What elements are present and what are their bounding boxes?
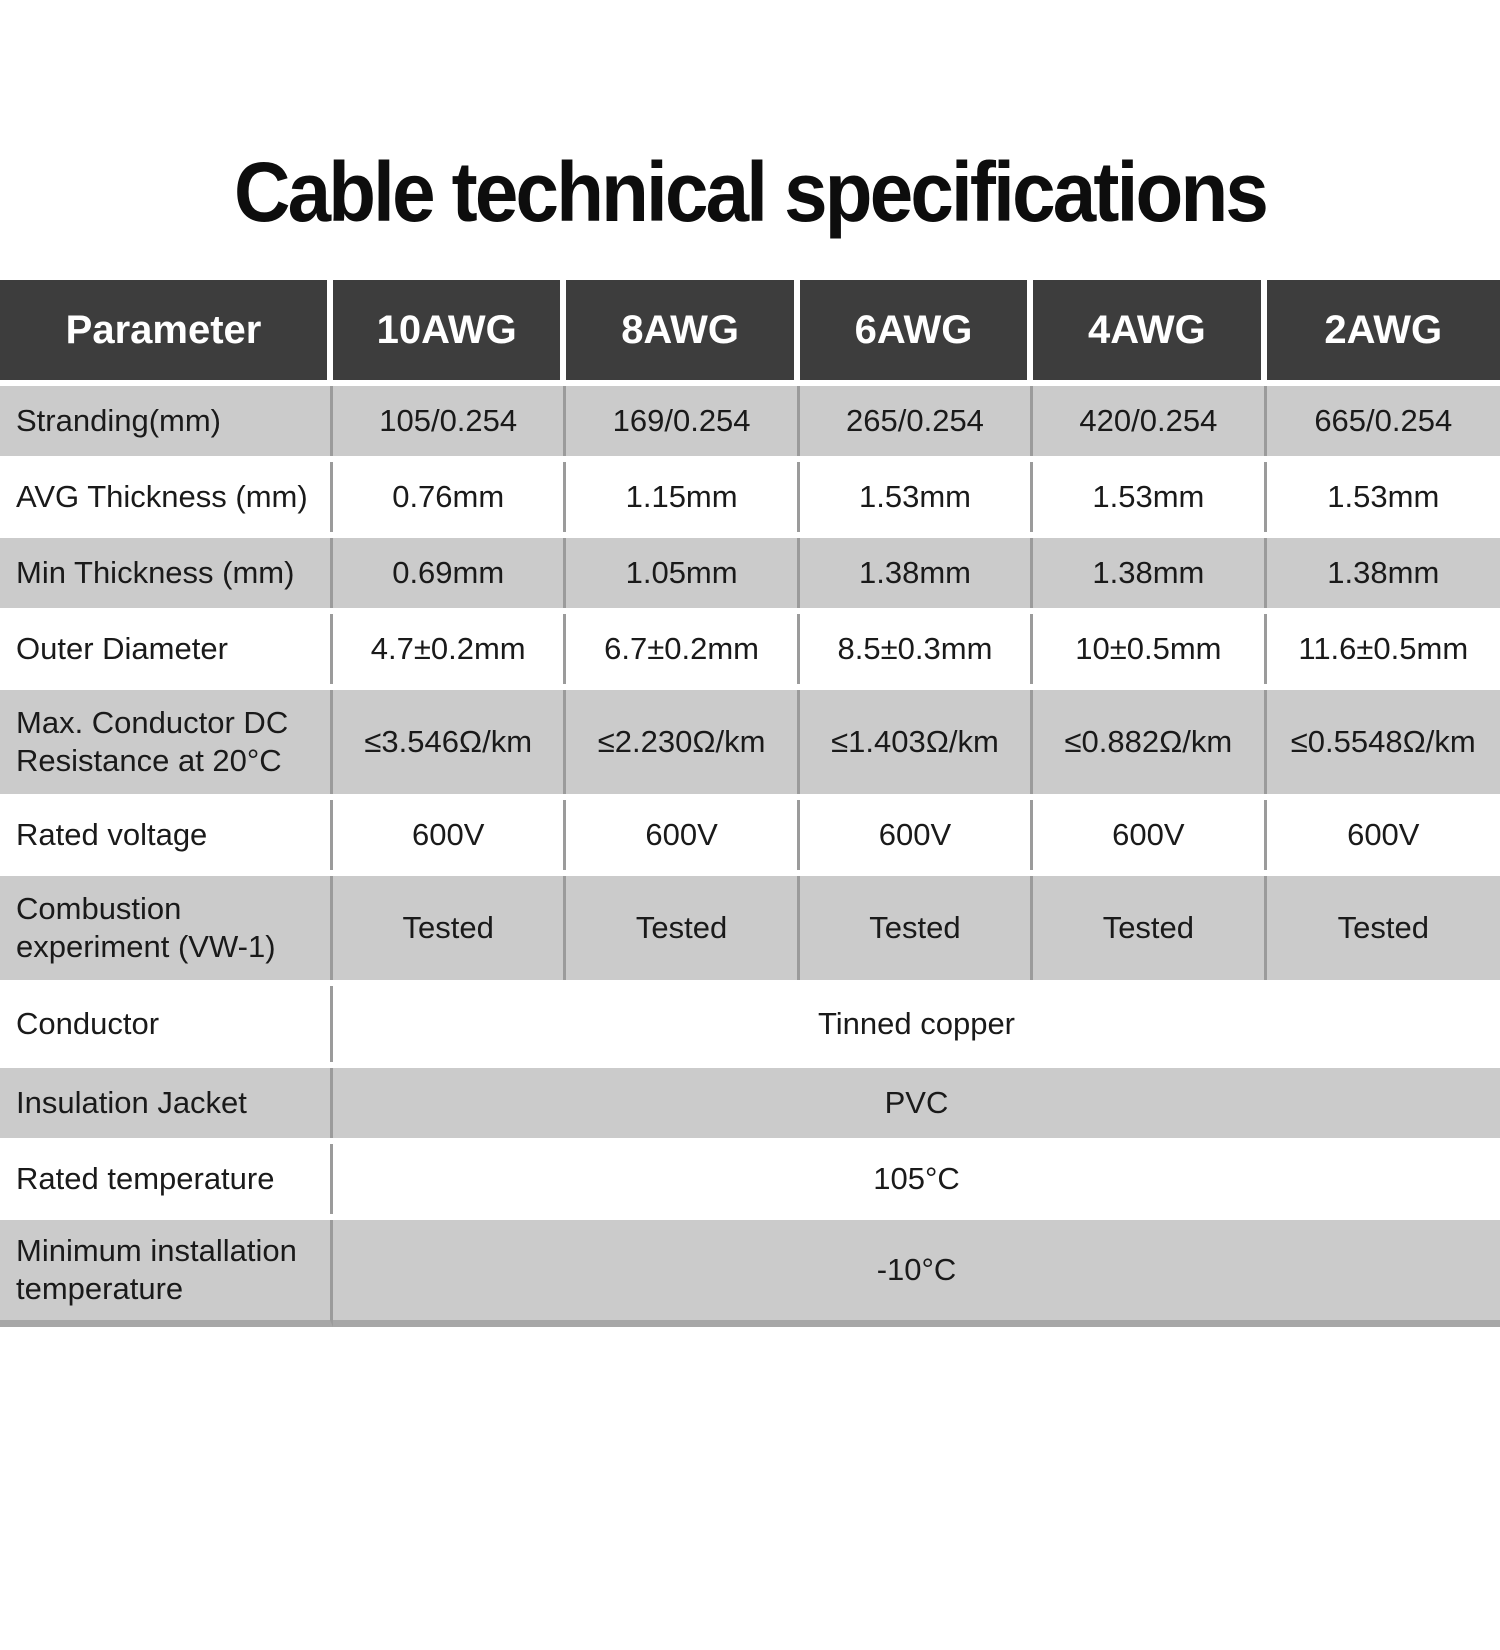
cell-value: 1.05mm bbox=[566, 538, 799, 608]
cell-value: 0.69mm bbox=[333, 538, 566, 608]
cell-value: 1.38mm bbox=[1033, 538, 1266, 608]
table-row-dc-resistance bbox=[0, 690, 1500, 794]
cell-value: ≤0.5548Ω/km bbox=[1267, 690, 1500, 794]
cell-value: Tested bbox=[1267, 876, 1500, 980]
table-row-insulation-jacket bbox=[0, 1068, 1500, 1138]
cell-value: 600V bbox=[1033, 800, 1266, 870]
spec-table bbox=[0, 274, 1500, 1333]
row-label: AVG Thickness (mm) bbox=[0, 462, 333, 532]
table-row-min-install-temperature bbox=[0, 1220, 1500, 1327]
cell-value: 169/0.254 bbox=[566, 386, 799, 456]
cell-span-value: Tinned copper bbox=[333, 986, 1500, 1062]
row-label: Stranding(mm) bbox=[0, 386, 333, 456]
cell-value: Tested bbox=[1033, 876, 1266, 980]
row-label: Outer Diameter bbox=[0, 614, 333, 684]
cell-value: 665/0.254 bbox=[1267, 386, 1500, 456]
row-label: Rated temperature bbox=[0, 1144, 333, 1214]
cell-value: 6.7±0.2mm bbox=[566, 614, 799, 684]
table-row-avg-thickness bbox=[0, 462, 1500, 532]
cell-value: 4.7±0.2mm bbox=[333, 614, 566, 684]
table-row-outer-diameter bbox=[0, 614, 1500, 684]
cell-value: Tested bbox=[566, 876, 799, 980]
header-row bbox=[0, 280, 1500, 380]
header-cell-8awg: 8AWG bbox=[566, 280, 799, 380]
cell-value: 0.76mm bbox=[333, 462, 566, 532]
cell-value: 600V bbox=[800, 800, 1033, 870]
table-row-min-thickness bbox=[0, 538, 1500, 608]
cell-value: 600V bbox=[566, 800, 799, 870]
cell-value: 1.38mm bbox=[1267, 538, 1500, 608]
cell-value: 10±0.5mm bbox=[1033, 614, 1266, 684]
cell-value: Tested bbox=[333, 876, 566, 980]
header-cell-10awg: 10AWG bbox=[333, 280, 566, 380]
cell-value: ≤0.882Ω/km bbox=[1033, 690, 1266, 794]
cell-value: 8.5±0.3mm bbox=[800, 614, 1033, 684]
row-label: Insulation Jacket bbox=[0, 1068, 333, 1138]
header-cell-4awg: 4AWG bbox=[1033, 280, 1266, 380]
cell-value: Tested bbox=[800, 876, 1033, 980]
header-cell-2awg: 2AWG bbox=[1267, 280, 1500, 380]
cell-value: 265/0.254 bbox=[800, 386, 1033, 456]
cell-value: 1.53mm bbox=[1033, 462, 1266, 532]
cell-span-value: -10°C bbox=[333, 1220, 1500, 1327]
cell-value: 1.53mm bbox=[800, 462, 1033, 532]
cell-value: 105/0.254 bbox=[333, 386, 566, 456]
row-label: Max. Conductor DC Resistance at 20°C bbox=[0, 690, 333, 794]
cell-value: 11.6±0.5mm bbox=[1267, 614, 1500, 684]
row-label: Rated voltage bbox=[0, 800, 333, 870]
table-row-stranding bbox=[0, 386, 1500, 456]
table-row-conductor bbox=[0, 986, 1500, 1062]
cell-span-value: 105°C bbox=[333, 1144, 1500, 1214]
cell-value: ≤2.230Ω/km bbox=[566, 690, 799, 794]
cell-span-value: PVC bbox=[333, 1068, 1500, 1138]
cell-value: 420/0.254 bbox=[1033, 386, 1266, 456]
cell-value: 1.38mm bbox=[800, 538, 1033, 608]
row-label: Minimum installation temperature bbox=[0, 1220, 333, 1327]
row-label: Conductor bbox=[0, 986, 333, 1062]
table-row-combustion bbox=[0, 876, 1500, 980]
cell-value: 1.53mm bbox=[1267, 462, 1500, 532]
cell-value: 600V bbox=[1267, 800, 1500, 870]
header-cell-6awg: 6AWG bbox=[800, 280, 1033, 380]
table-row-rated-temperature bbox=[0, 1144, 1500, 1214]
header-cell-parameter: Parameter bbox=[0, 280, 333, 380]
page-title: Cable technical specifications bbox=[233, 145, 1267, 239]
table-row-rated-voltage bbox=[0, 800, 1500, 870]
cell-value: 600V bbox=[333, 800, 566, 870]
cell-value: ≤3.546Ω/km bbox=[333, 690, 566, 794]
row-label: Min Thickness (mm) bbox=[0, 538, 333, 608]
cell-value: 1.15mm bbox=[566, 462, 799, 532]
cell-value: ≤1.403Ω/km bbox=[800, 690, 1033, 794]
row-label: Combustion experiment (VW-1) bbox=[0, 876, 333, 980]
